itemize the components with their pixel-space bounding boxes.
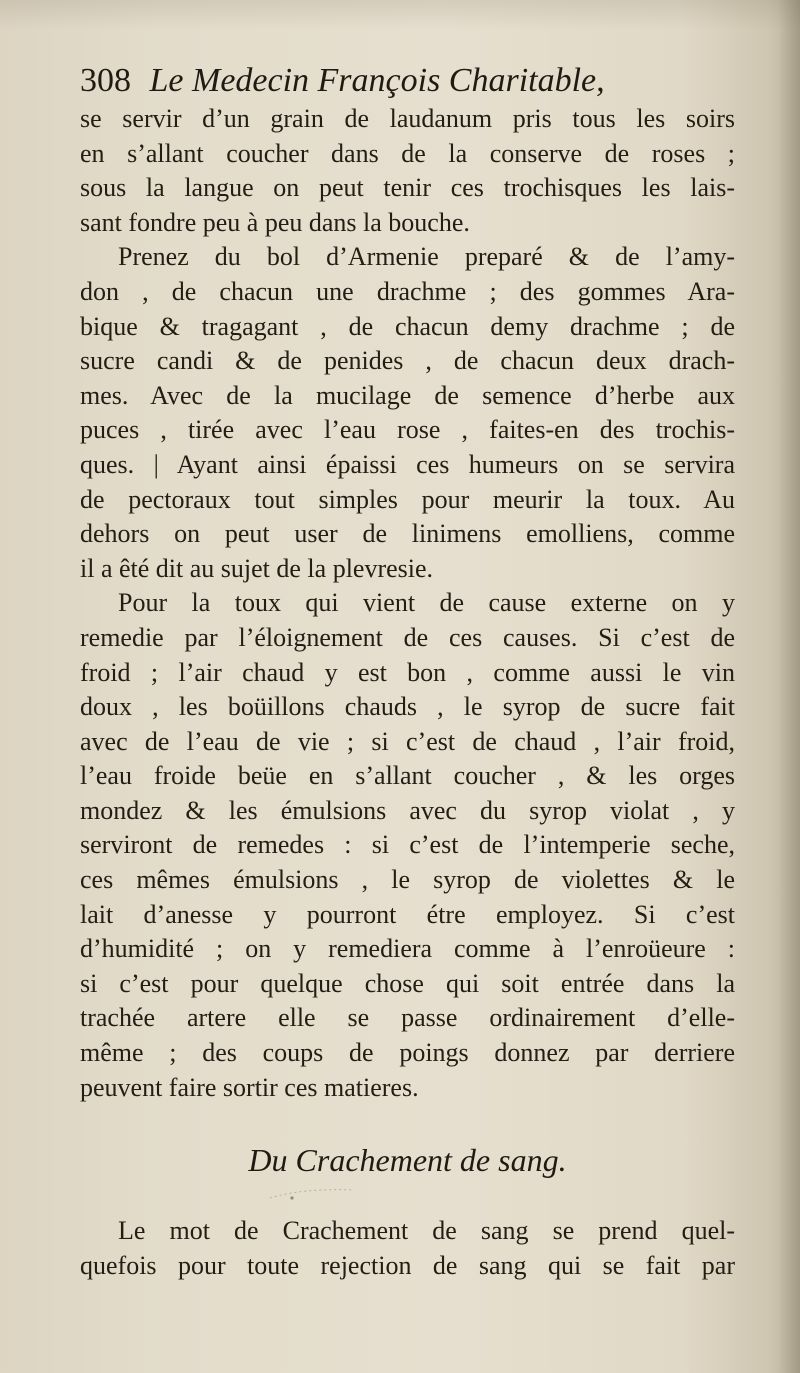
text-line: froid ; l’air chaud y est bon , comme aussi le vin bbox=[80, 657, 735, 687]
faint-ornament-mark bbox=[262, 1184, 362, 1204]
text-line: Le mot de Crachement de sang se prend quel- bbox=[118, 1216, 735, 1245]
running-header bbox=[80, 62, 605, 100]
text-line: doux , les boüillons chauds , le syrop de sucre fait bbox=[80, 692, 735, 722]
text-line: ques. | Ayant ainsi épaissi ces humeurs on se servira bbox=[80, 449, 735, 479]
text-line: sant fondre peu à peu dans la bouche. bbox=[80, 207, 470, 237]
section-body-text bbox=[80, 1214, 735, 1283]
text-line: ces mêmes émulsions , le syrop de violettes & le bbox=[80, 865, 735, 895]
text-line: sous la langue on peut tenir ces trochisques les lais- bbox=[80, 173, 735, 203]
text-line: bique & tragagant , de chacun demy drachme ; de bbox=[80, 311, 735, 341]
text-line: dehors on peut user de linimens emolliens, comme bbox=[80, 519, 735, 549]
text-line: si c’est pour quelque chose qui soit entrée dans la bbox=[80, 968, 735, 998]
text-line: serviront de remedes : si c’est de l’intemperie seche, bbox=[80, 830, 735, 860]
text-line: sucre candi & de penides , de chacun deux drach- bbox=[80, 346, 735, 376]
text-line: l’eau froide beüe en s’allant coucher , & les orges bbox=[80, 761, 735, 791]
text-line: lait d’anesse y pourront étre employez. Si c’est bbox=[80, 899, 735, 929]
text-line: puces , tirée avec l’eau rose , faites-en des trochis- bbox=[80, 415, 735, 445]
text-line: avec de l’eau de vie ; si c’est de chaud , l’air froid, bbox=[80, 726, 735, 756]
text-line: se servir d’un grain de laudanum pris tous les soirs bbox=[80, 104, 735, 133]
running-title: Le Medecin François Charitable, bbox=[149, 62, 605, 99]
text-line: de pectoraux tout simples pour meurir la toux. Au bbox=[80, 484, 735, 514]
body-text bbox=[80, 102, 735, 1105]
text-line: trachée artere elle se passe ordinairement d’elle- bbox=[80, 1003, 735, 1033]
text-line: peuvent faire sortir ces matieres. bbox=[80, 1072, 419, 1102]
section-heading: Du Crachement de sang. bbox=[248, 1142, 567, 1178]
page-gutter-shadow bbox=[778, 0, 800, 1373]
text-line: Pour la toux qui vient de cause externe on y bbox=[118, 588, 735, 618]
text-line: quefois pour toute rejection de sang qui se fait par bbox=[80, 1250, 735, 1280]
text-line: remedie par l’éloignement de ces causes. Si c’est de bbox=[80, 622, 735, 652]
text-line: d’humidité ; on y remediera comme à l’enroüeure : bbox=[80, 934, 735, 964]
text-line: mondez & les émulsions avec du syrop violat , y bbox=[80, 795, 735, 825]
text-line: don , de chacun une drachme ; des gommes Ara- bbox=[80, 276, 735, 306]
text-line: même ; des coups de poings donnez par derriere bbox=[80, 1038, 735, 1068]
text-line: en s’allant coucher dans de la conserve de roses ; bbox=[80, 138, 735, 168]
text-line: il a êté dit au sujet de la plevresie. bbox=[80, 553, 434, 583]
page-number: 308 bbox=[80, 62, 131, 99]
text-line: Prenez du bol d’Armenie preparé & de l’amy- bbox=[118, 242, 735, 272]
page-top-shadow bbox=[0, 0, 800, 30]
text-line: mes. Avec de la mucilage de semence d’herbe aux bbox=[80, 380, 735, 410]
